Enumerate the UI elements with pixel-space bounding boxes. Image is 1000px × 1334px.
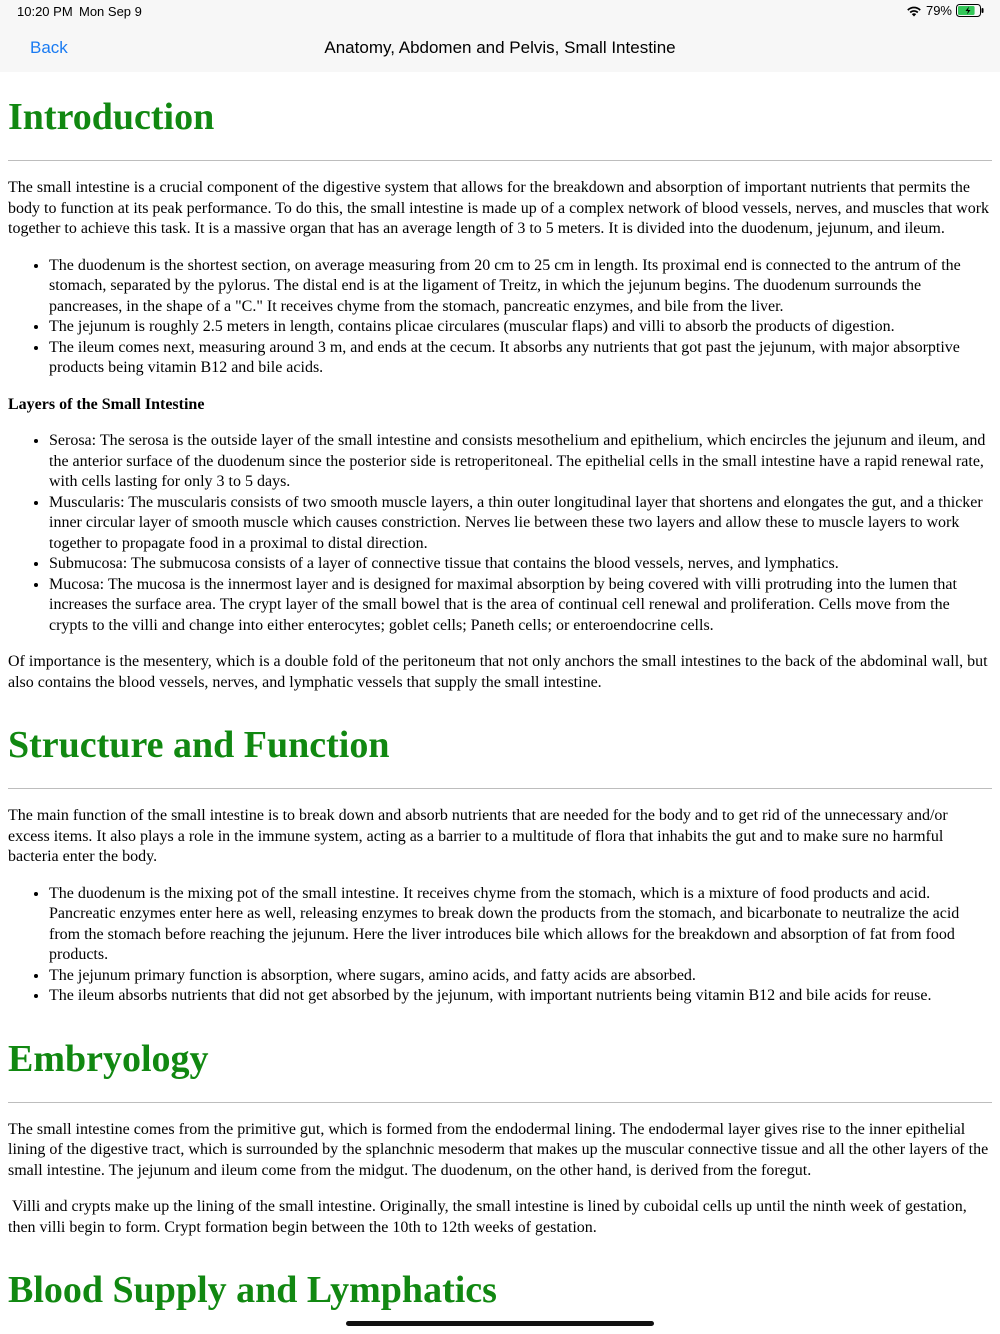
navigation-bar [0,24,1000,72]
list-item: • The jejunum primary function is absorption, where sugars, amino acids, and fatty acids are absorbed. [49,966,992,987]
list-item: • The jejunum is roughly 2.5 meters in length, contains plicae circulares (muscular flaps) and villi to absorb the products of digestion. [49,317,992,338]
list-item: • The ileum comes next, measuring around 3 m, and ends at the cecum. It absorbs any nutrients that got past the jejunum, with major absorptive products being vitamin B12 and bile acids. [49,338,992,379]
list-item: • The duodenum is the mixing pot of the small intestine. It receives chyme from the stomach, which is a mixture of food products and acid. Pancreatic enzymes enter here as well, releasing enzymes to break down the products from the stomach, and bicarbonate to neutralize the acid from the stomach before reaching the jejunum. Here the liver introduces bile which allows for the breakdown and absorption of fat from food products. [49,884,992,966]
section-divider [8,160,992,161]
status-indicators [906,3,984,18]
page-title: Anatomy, Abdomen and Pelvis, Small Intestine [324,38,676,57]
intro-bullet-list [8,256,992,379]
layers-subheading: Layers of the Small Intestine [8,395,205,413]
section-heading-embryology: Embryology [8,1037,209,1080]
battery-percent: 79% [925,3,952,18]
list-item: • Submucosa: The submucosa consists of a layer of connective tissue that contains the blood vessels, nerves, and lymphatics. [49,554,992,575]
list-item: • Serosa: The serosa is the outside layer of the small intestine and consists mesothelium and epithelium, which encircles the jejunum and ileum, and the anterior surface of the duodenum since the posterior side is retroperitoneal. The epithelial cells in the small intestine have a rapid renewal rate, with cells lasting for only 3 to 5 days. [49,431,992,493]
battery-charging-icon [956,4,984,17]
status-time: 10:20 PM [17,4,73,19]
mesentery-paragraph: Of importance is the mesentery, which is a double fold of the peritoneum that not only anchors the small intestines to the back of the abdominal wall, but also contains the blood vessels, nerves, and lymphatic vessels that supply the small intestine. [8,653,988,691]
list-item: • Mucosa: The mucosa is the innermost layer and is designed for maximal absorption by being covered with villi protruding into the lumen that increases the surface area. The crypt layer of the small bowel that is the area of continual cell renewal and proliferation. Cells move from the crypts to the villi and change into either enterocytes; goblet cells; Paneth cells; or enteroendocrine cells. [49,575,992,637]
article-content [8,72,992,1312]
list-item: • The duodenum is the shortest section, on average measuring from 20 cm to 25 cm in length. Its proximal end is connected to the antrum of the stomach, separated by the pylorus. The distal end is at the ligament of Treitz, in which the jejunum begins. The duodenum surrounds the pancreases, in the shape of a "C." It receives chyme from the stomach, pancreatic enzymes, and bile from the liver. [49,256,992,318]
section-divider [8,788,992,789]
list-item: • The ileum absorbs nutrients that did not get absorbed by the jejunum, with important nutrients being vitamin B12 and bile acids for reuse. [49,986,992,1007]
section-heading-blood-supply: Blood Supply and Lymphatics [8,1269,497,1311]
status-date: Mon Sep 9 [79,4,142,19]
section-heading-introduction: Introduction [8,96,215,138]
structure-bullet-list [8,884,992,1007]
home-indicator[interactable] [346,1321,654,1326]
back-button[interactable]: Back [30,38,68,57]
structure-paragraph: The main function of the small intestine is to break down and absorb nutrients that are needed for the body and to get rid of the unnecessary and/or excess items. It also plays a role in the immune system, acting as a barrier to a multitude of flora that inhabits the gut and to make sure no harmful bacteria enter the body. [8,807,948,865]
status-bar [0,0,1000,24]
section-heading-structure: Structure and Function [8,724,390,766]
embryology-paragraph-1: The small intestine comes from the primitive gut, which is formed from the endodermal lining. The endodermal layer gives rise to the inner epithelial lining of the digestive tract, which is surrounded by the splanchnic mesoderm that makes up the muscular connective tissue and all the other layers of the small intestine. The jejunum and ileum come from the midgut. The duodenum, on the other hand, is derived from the foregut. [8,1120,989,1179]
layers-bullet-list [8,431,992,636]
embryology-paragraph-2: Villi and crypts make up the lining of the small intestine. Originally, the small intestine is lined by cuboidal cells up until the ninth week of gestation, then villi begin to form. Crypt formation begin between the 10th to 12th weeks of gestation. [8,1198,971,1236]
section-divider [8,1102,992,1103]
wifi-icon [906,5,922,17]
list-item: • Muscularis: The muscularis consists of two smooth muscle layers, a thin outer longitudinal layer that shortens and elongates the gut, and a thicker inner circular layer of smooth muscle which causes constriction. Nerves lie between these two layers and allow these to muscle layers to work together to propagate food in a proximal to distal direction. [49,493,992,555]
intro-paragraph: The small intestine is a crucial component of the digestive system that allows for the breakdown and absorption of important nutrients that permits the body to function at its peak performance. To do this, the small intestine is made up of a complex network of blood vessels, nerves, and muscles that work together to achieve this task. It is a massive organ that has an average length of 3 to 5 meters. It is divided into the duodenum, jejunum, and ileum. [8,179,990,237]
